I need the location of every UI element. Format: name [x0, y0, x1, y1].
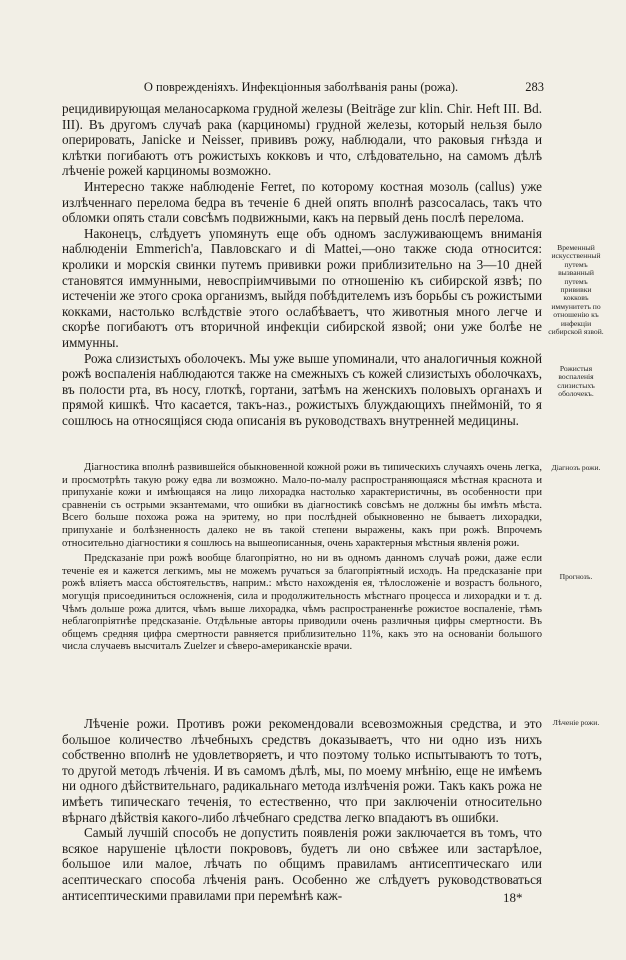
main-text-block-1	[62, 101, 542, 428]
paragraph-small: Діагностика вполнѣ развившейся обыкновенной кожной рожи въ типическихъ случаяхъ очень легка, и просмотрѣть такую рожу едва ли возможно. Мало-по-малу распространяющаяся мѣстная краснота и припуханіе кожи и имѣющаяся на лицо лихорадка настолько характеристичны, въ особенности при сравненіи съ острыми экзантемами, что ошибки въ діагностикѣ совсѣмъ не должны бы имѣть мѣста. Всего больше похожа рожа на эритему, но при послѣдней обыкновенно не бываетъ лихорадки, припуханіе и болѣзненность далеко не въ такой степени выражены, какъ при рожѣ. Впрочемъ относительно діагностики я сошлюсь на вышеописанныя, очень характерныя мѣстныя явленія рожи.	[62, 462, 542, 549]
margin-note: Лѣченіе рожи.	[552, 718, 600, 727]
paragraph: Рожа слизистыхъ оболочекъ. Мы уже выше упоминали, что аналогичныя кожной рожѣ воспаленія наблюдаются также на смежныхъ съ кожей слизистыхъ оболочкахъ, въ полости рта, въ носу, глоткѣ, гортани, затѣмъ на женскихъ половыхъ органахъ и прямой кишкѣ. Что касается, такъ-наз., рожистыхъ блуждающихъ пнеймоній, то я сошлюсь на относящіяся сюда описанія въ руководствахъ внутренней медицины.	[62, 350, 542, 428]
main-text-block-3	[62, 716, 542, 903]
paragraph: Лѣченіе рожи. Противъ рожи рекомендовали всевозможныя средства, и это большое количество лѣчебныхъ средствъ доказываетъ, что ни одно изъ нихъ собственно вполнѣ не удовлетворяетъ, и что поэтому только испытываютъ то тотъ, то другой методъ лѣченія. И въ самомъ дѣлѣ, мы, по моему мнѣнію, еще не имѣемъ ни одного дѣйствительнаго, радикальнаго метода излѣченія рожи. Такъ какъ рожа не имѣетъ типическаго теченія, то естественно, что при заключеніи относительно вѣрнаго дѣйствія какого-либо лѣчебнаго средства легко впадаютъ въ ошибки.	[62, 716, 542, 825]
main-text-block-2	[62, 462, 542, 654]
signature-mark: 18*	[503, 890, 523, 905]
paragraph: Самый лучшій способъ не допустить появленія рожи заключается въ томъ, что всякое нарушеніе цѣлости покрововъ, будетъ ли оно свѣжее или застарѣлое, большое или малое, лѣчать по общимъ правиламъ антисептическаго или асептическаго способа лѣченія ранъ. Особенно же слѣдуетъ руководствоваться антисептическими правилами при перемѣнѣ каж-	[62, 825, 542, 903]
margin-note: Діагнозъ рожи.	[551, 463, 601, 472]
paragraph: рецидивирующая меланосаркома грудной железы (Beiträge zur klin. Chir. Heft III. Bd. III). Въ другомъ случаѣ рака (карциномы) грудной железы, который нельзя было оперировать, Janicke и Neisser, прививъ рожу, наблюдали, что раковыя гнѣзда и клѣтки погибаютъ отъ рожистыхъ кокковъ и что, слѣдовательно, на самомъ дѣлѣ лѣченіе рожей карциномы возможно.	[62, 101, 542, 179]
page-number: 283	[525, 80, 544, 94]
paragraph: Наконецъ, слѣдуетъ упомянуть еще объ одномъ заслуживающемъ вниманія наблюденіи Emmerich'а, Павловскаго и di Mattei,—оно также сюда относится: кролики и морскія свинки путемъ прививки рожи приблизительно на 3—10 дней становятся иммунными, невоспріимчивыми по отношенію къ сибирской язвѣ; по истеченіи же этого срока организмъ, выйдя побѣдителемъ изъ борьбы съ рожистыми кокками, настолько вслѣдствіе этого ослабѣваетъ, что животныя много легче и скорѣе погибаютъ отъ вторичной инфекціи сибирской язвой; они уже болѣе не иммунны.	[62, 225, 542, 350]
margin-note: Прогнозъ.	[559, 572, 593, 581]
margin-note: Временный искусственный путемъ вызванный путемъ прививки кокковъ иммунитетъ по отношенію къ инфекціи сибирской язвой.	[548, 243, 604, 337]
paragraph-small: Предсказаніе при рожѣ вообще благопріятно, но ни въ одномъ данномъ случаѣ рожи, даже если теченіе ея и кажется легкимъ, мы не можемъ ручаться за благопріятный исходъ. На предсказаніе при рожѣ вліяетъ масса обстоятельствъ, наприм.: мѣсто нахожденія ея, тѣлосложеніе и возрастъ больного, могущія присоединиться осложненія, сила и продолжительность мѣстнаго процесса и лихорадки и т. д. Чѣмъ дольше рожа длится, чѣмъ выше лихорадка, чѣмъ распространеннѣе рожистое воспаленіе, тѣмъ неблагопріятнѣе предсказаніе. Отдѣльные авторы приводили очень различныя цифры смертности. Въ общемъ средняя цифра смертности равняется приблизительно 11%, какъ это на основаніи большого числа случаевъ высчиталъ Zuelzer и сѣверо-американскіе врачи.	[62, 553, 542, 653]
paragraph: Интересно также наблюденіе Ferret, по которому костная мозоль (callus) уже излѣченнаго перелома бедра въ теченіе 6 дней опять вполнѣ разсосалась, такъ что обломки опять стали совсѣмъ подвижными, какъ на первый день послѣ перелома.	[62, 178, 542, 226]
running-title: О поврежденіяхъ. Инфекціонныя заболѣванія раны (рожа).	[143, 80, 459, 94]
margin-note: Рожистыя воспаленія слизистыхъ оболочекъ.	[557, 364, 595, 399]
